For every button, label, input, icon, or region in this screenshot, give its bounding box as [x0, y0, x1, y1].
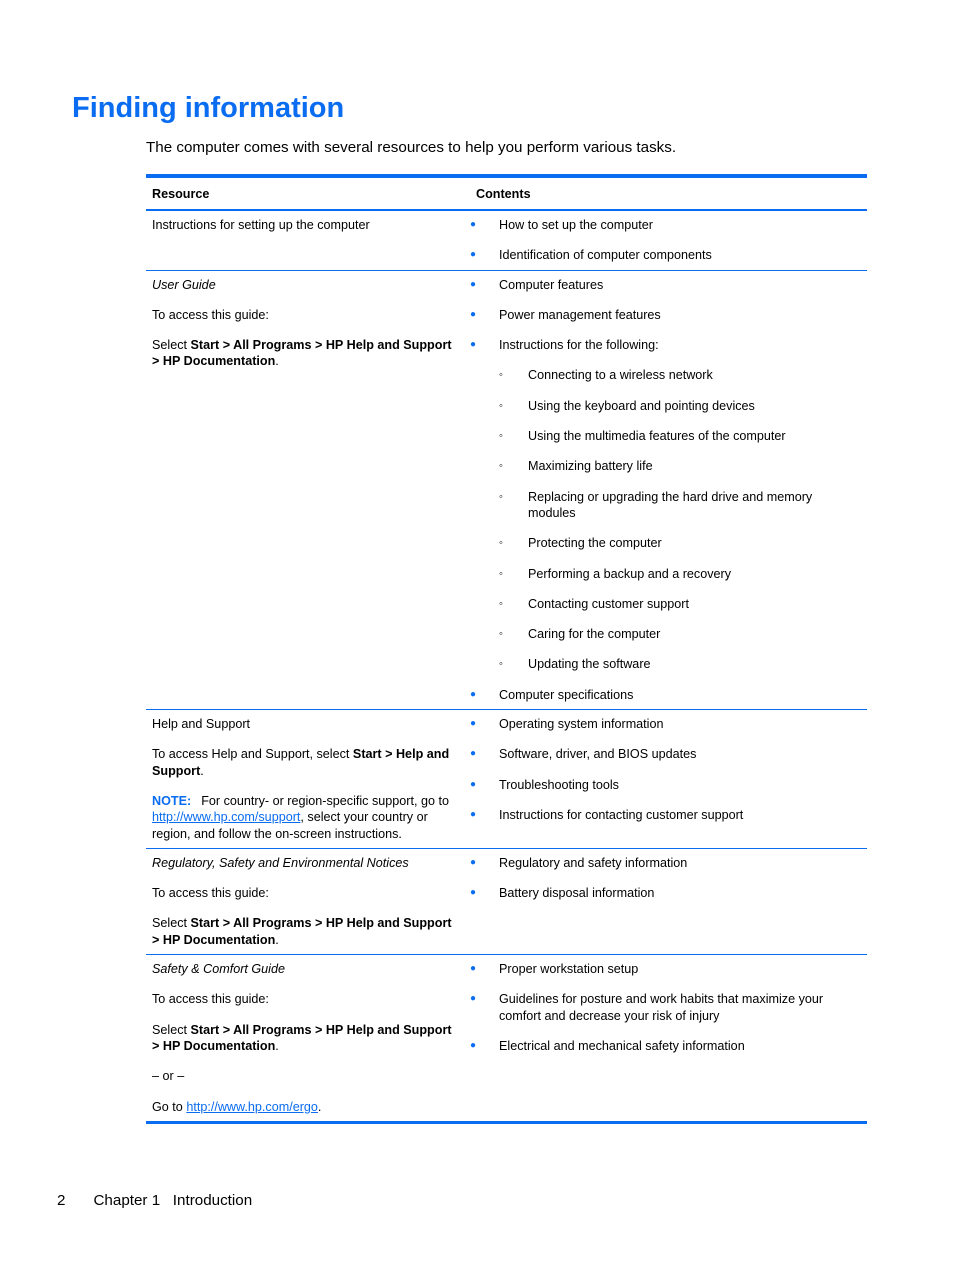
contents-cell [464, 849, 867, 954]
list-item: ● Battery disposal information [470, 885, 861, 901]
note-rest: , select your country or region, and follow the on-screen instructions. [152, 810, 428, 841]
table-row [146, 849, 867, 955]
page-number: 2 [57, 1192, 66, 1209]
select-prefix: Select [152, 916, 191, 931]
contents-list [470, 855, 861, 902]
sub-list-item: ◦ Connecting to a wireless network [499, 367, 861, 383]
contents-cell [464, 271, 867, 709]
goto-suffix: . [317, 1099, 322, 1114]
resource-select [152, 1022, 458, 1055]
sub-list-item: ◦ Performing a backup and a recovery [499, 566, 861, 582]
support-link[interactable]: http://www.hp.com/support [152, 810, 301, 825]
resource-cell [146, 271, 464, 709]
resource-access [152, 746, 458, 779]
sub-list-item: ◦ Replacing or upgrading the hard drive and memory modules [499, 489, 861, 522]
resource-cell [146, 955, 464, 1121]
list-item: ● Electrical and mechanical safety information [470, 1038, 861, 1054]
select-path: Start > All Programs > HP Help and Support > HP Documentation [152, 1022, 452, 1053]
select-suffix: . [275, 1038, 279, 1053]
select-prefix: Select [152, 1022, 191, 1037]
list-item: ● Software, driver, and BIOS updates [470, 746, 861, 762]
resource-title: User Guide [152, 277, 216, 292]
header-contents: Contents [476, 186, 531, 201]
ergo-link[interactable]: http://www.hp.com/ergo [186, 1099, 318, 1114]
list-item: ● Instructions for contacting customer support [470, 807, 861, 823]
list-item: ● Guidelines for posture and work habits that maximize your comfort and decrease your risk of injury [470, 991, 861, 1024]
note-label: NOTE: [152, 793, 192, 808]
sub-list-item: ◦ Updating the software [499, 656, 861, 672]
list-item: ● Power management features [470, 307, 861, 323]
sub-list-item: ◦ Caring for the computer [499, 626, 861, 642]
list-item: ● Regulatory and safety information [470, 855, 861, 871]
list-item: ● Identification of computer components [470, 247, 861, 263]
page-title: Finding information [72, 92, 345, 124]
resource-select [152, 337, 458, 370]
or-separator: – or – [152, 1069, 185, 1084]
table-row [146, 710, 867, 849]
table-header [146, 178, 867, 211]
list-item-label: Instructions for the following: [499, 338, 659, 353]
sub-list-item: ◦ Using the keyboard and pointing devices [499, 398, 861, 414]
access-path: Start > Help and Support [152, 747, 450, 778]
contents-cell [464, 211, 867, 270]
resource-cell [146, 849, 464, 954]
resources-table [146, 174, 867, 1124]
sub-list-item: ◦ Using the multimedia features of the computer [499, 428, 861, 444]
sub-list [499, 367, 861, 672]
list-item: ● How to set up the computer [470, 217, 861, 233]
select-path: Start > All Programs > HP Help and Support > HP Documentation [152, 916, 452, 947]
contents-cell [464, 710, 867, 848]
resource-select [152, 915, 458, 948]
contents-cell [464, 955, 867, 1121]
page-footer [57, 1191, 252, 1211]
goto-prefix: Go to [152, 1099, 187, 1114]
sub-list-item: ◦ Protecting the computer [499, 535, 861, 551]
sub-list-item: ◦ Contacting customer support [499, 596, 861, 612]
sub-list-item: ◦ Maximizing battery life [499, 458, 861, 474]
resource-cell [146, 710, 464, 848]
list-item: ● Proper workstation setup [470, 961, 861, 977]
list-item: ● Troubleshooting tools [470, 777, 861, 793]
resource-access: To access this guide: [152, 886, 269, 901]
select-suffix: . [275, 354, 279, 369]
table-row [146, 271, 867, 710]
select-path: Start > All Programs > HP Help and Support > HP Documentation [152, 338, 452, 369]
intro-paragraph: The computer comes with several resources to help you perform various tasks. [146, 139, 677, 156]
note-text: For country- or region-specific support, go to [201, 793, 449, 808]
header-resource: Resource [152, 186, 210, 201]
access-suffix: . [200, 763, 204, 778]
list-item: ● Computer specifications [470, 687, 861, 703]
table-row [146, 955, 867, 1121]
resource-cell [146, 211, 464, 270]
contents-list [470, 961, 861, 1054]
resource-title: Safety & Comfort Guide [152, 962, 285, 977]
select-prefix: Select [152, 338, 191, 353]
contents-list [470, 217, 861, 264]
chapter-label: Chapter 1 Introduction [93, 1192, 253, 1209]
list-item [470, 337, 861, 673]
resource-text: Instructions for setting up the computer [152, 218, 370, 232]
note [152, 793, 458, 842]
contents-list [470, 277, 861, 703]
goto-line [152, 1099, 458, 1115]
access-prefix: To access Help and Support, select [152, 747, 353, 762]
resource-access: To access this guide: [152, 307, 269, 322]
list-item: ● Computer features [470, 277, 861, 293]
resource-access: To access this guide: [152, 992, 269, 1007]
select-suffix: . [275, 932, 279, 947]
contents-list [470, 716, 861, 823]
table-row [146, 211, 867, 271]
resource-title: Help and Support [152, 717, 251, 732]
resource-title: Regulatory, Safety and Environmental Notices [152, 855, 409, 870]
list-item: ● Operating system information [470, 716, 861, 732]
